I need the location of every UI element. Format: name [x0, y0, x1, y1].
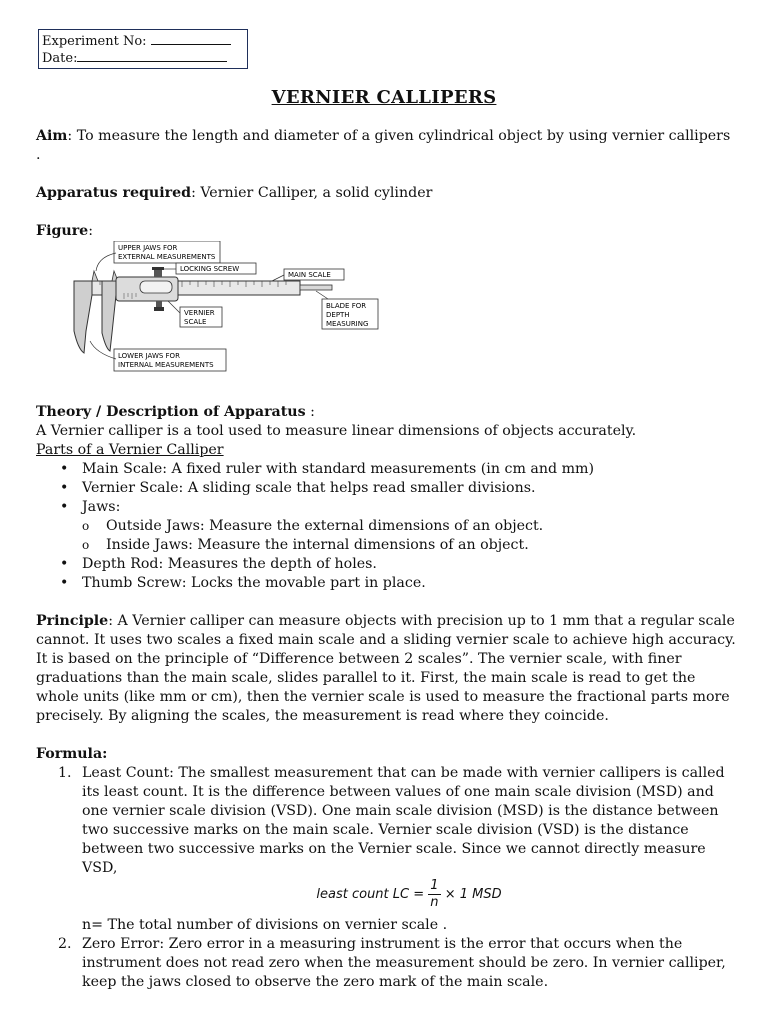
document-body — [36, 127, 736, 992]
aim-text: : To measure the length and diameter of a given cylindrical object by using vernier callipers . — [36, 128, 731, 163]
least-count-text: Least Count: The smallest measurement that can be made with vernier callipers is called its least count. It is the difference between values of one main scale division (MSD) and one vernier scale division (VSD). One main scale division (MSD) is the distance between two successive marks on the main scale. Vernier scale division (VSD) is the distance between two successive marks on the Vernier scale. Since we cannot directly measure VSD, — [82, 765, 725, 876]
theory-suffix: : — [305, 404, 315, 420]
equation-left: least count LC = — [316, 887, 425, 902]
blade-label-3: MEASURING — [326, 320, 369, 328]
locking-screw-label: LOCKING SCREW — [180, 265, 240, 273]
experiment-number-row — [42, 33, 247, 50]
n-note: n= The total number of divisions on vernier scale . — [82, 917, 448, 933]
formula-label: Formula: — [36, 746, 108, 762]
aim-label: Aim — [36, 128, 68, 144]
principle-label: Principle — [36, 613, 109, 629]
least-count-equation — [82, 878, 736, 916]
sliding-lower-jaw — [102, 281, 116, 351]
list-item: • Thumb Screw: Locks the movable part in place. — [56, 574, 736, 593]
list-item: • Depth Rod: Measures the depth of holes. — [56, 555, 736, 574]
list-item: • Vernier Scale: A sliding scale that helps read smaller divisions. — [56, 479, 736, 498]
fixed-lower-jaw — [74, 281, 92, 353]
list-item: o Outside Jaws: Measure the external dimensions of an object. — [80, 517, 736, 536]
date-row — [42, 50, 247, 67]
apparatus-text: : Vernier Calliper, a solid cylinder — [191, 185, 433, 201]
lower-jaws-label-2: INTERNAL MEASUREMENTS — [118, 361, 214, 369]
lower-jaws-label-1: LOWER JAWS FOR — [118, 352, 180, 360]
page-title: VERNIER CALLIPERS — [271, 87, 497, 108]
jaw-parts-list — [80, 517, 736, 555]
figure-suffix: : — [88, 223, 93, 239]
experiment-info-box — [38, 29, 248, 69]
vernier-window — [140, 281, 172, 293]
list-item: • Jaws: — [56, 498, 736, 517]
parts-list-continued — [56, 555, 736, 593]
blade-label-2: DEPTH — [326, 311, 350, 319]
vernier-calliper-figure — [72, 241, 392, 391]
experiment-number-blank — [151, 33, 231, 45]
apparatus-paragraph — [36, 184, 736, 203]
locking-screw — [154, 269, 162, 277]
upper-jaws-label-1: UPPER JAWS FOR — [118, 244, 178, 252]
theory-intro: A Vernier calliper is a tool used to measure linear dimensions of objects accurately. — [36, 423, 637, 439]
theory-label: Theory / Description of Apparatus — [36, 404, 306, 420]
equation-denominator: n — [430, 895, 439, 910]
upper-jaws-label-2: EXTERNAL MEASUREMENTS — [118, 253, 216, 261]
date-label: Date: — [42, 51, 78, 66]
fixed-upper-jaw — [92, 271, 98, 281]
list-item: o Inside Jaws: Measure the internal dimensions of an object. — [80, 536, 736, 555]
formula-heading — [36, 745, 736, 764]
equation-numerator: 1 — [430, 878, 439, 893]
list-item — [56, 764, 736, 935]
principle-text: : A Vernier calliper can measure objects with precision up to 1 mm that a regular scale cannot. It uses two scales a fixed main scale and a sliding vernier scale to achieve high accuracy. It is based on the principle of “Difference between 2 scales”. The vernier scale, with finer graduations than the main scale, slides parallel to it. First, the main scale is read to get the whole units (like mm or cm), then the vernier scale is used to measure the fractional parts more precisely. By aligning the scales, the measurement is read where they coincide. — [36, 613, 736, 724]
date-blank — [77, 50, 227, 62]
depth-blade — [300, 285, 332, 290]
item-number: 1. — [58, 765, 72, 781]
aim-paragraph — [36, 127, 736, 165]
vernier-label-2: SCALE — [184, 318, 207, 326]
list-item — [56, 935, 736, 992]
principle-paragraph — [36, 612, 736, 726]
blade-label-1: BLADE FOR — [326, 302, 367, 310]
list-item: • Main Scale: A fixed ruler with standard measurements (in cm and mm) — [56, 460, 736, 479]
vernier-label-1: VERNIER — [184, 309, 215, 317]
parts-list — [56, 460, 736, 517]
experiment-number-label: Experiment No: — [42, 34, 147, 49]
formula-list — [56, 764, 736, 992]
apparatus-label: Apparatus required — [36, 185, 192, 201]
figure-label: Figure — [36, 223, 89, 239]
zero-error-text: Zero Error: Zero error in a measuring instrument is the error that occurs when the instrument does not read zero when the measurement should be zero. In vernier calliper, keep the jaws closed to observe the zero mark of the main scale. — [82, 936, 726, 990]
item-number: 2. — [58, 936, 72, 952]
figure-heading — [36, 222, 736, 241]
theory-heading — [36, 403, 736, 422]
parts-heading: Parts of a Vernier Calliper — [36, 442, 224, 458]
equation-right: × 1 MSD — [444, 887, 502, 902]
equation-fraction — [428, 878, 440, 911]
main-scale-label: MAIN SCALE — [288, 271, 331, 279]
vernier-calliper-diagram — [72, 241, 392, 391]
